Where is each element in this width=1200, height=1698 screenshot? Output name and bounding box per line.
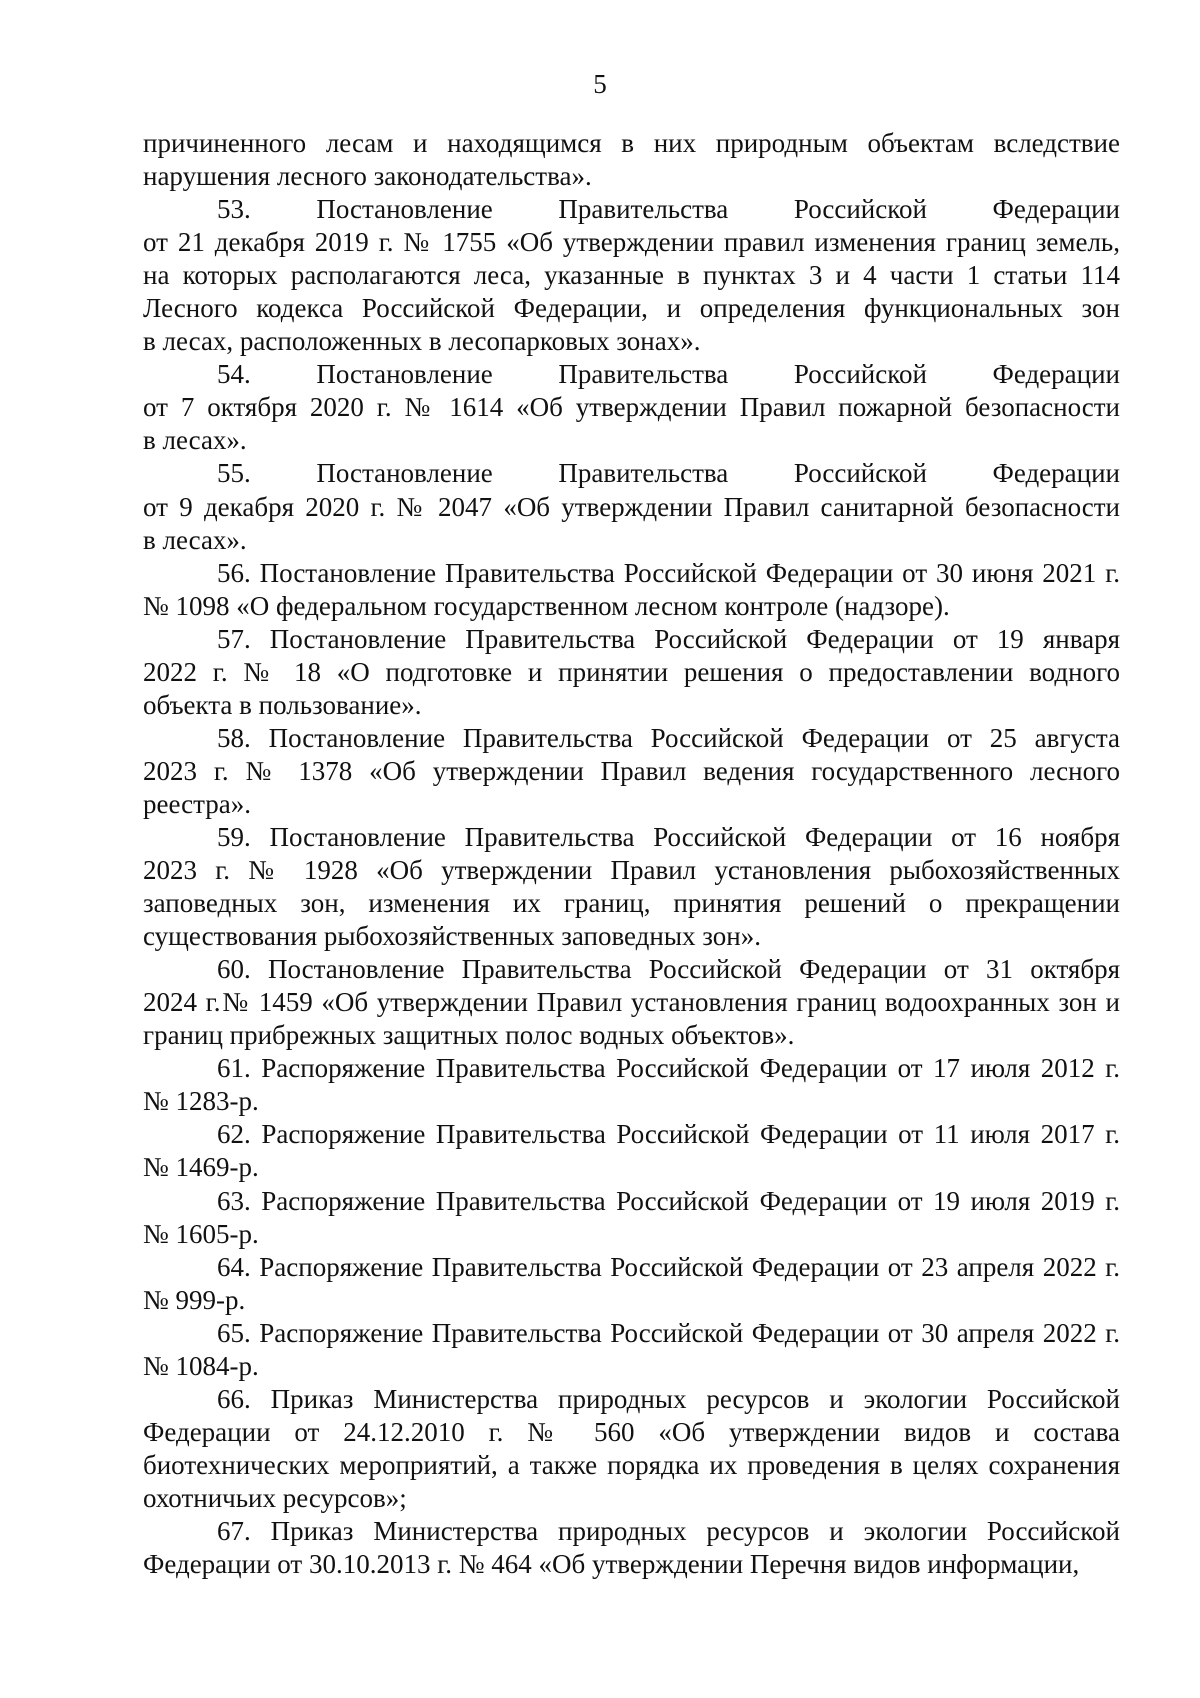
text-line: 2023 г. № 1928 «Об утверждении Правил установления рыбохозяйственных bbox=[143, 855, 1120, 886]
paragraph-p58 bbox=[143, 722, 1120, 821]
text-line: 63. Распоряжение Правительства Российской Федерации от 19 июля 2019 г. bbox=[217, 1185, 1120, 1216]
paragraph-p61 bbox=[143, 1052, 1120, 1118]
text-line: охотничьих ресурсов»; bbox=[143, 1482, 407, 1513]
text-line: реестра». bbox=[143, 788, 251, 819]
text-line: № 1084-р. bbox=[143, 1350, 259, 1381]
document-body bbox=[143, 127, 1120, 1581]
paragraph-p57 bbox=[143, 623, 1120, 722]
text-line: 2023 г. № 1378 «Об утверждении Правил ведения государственного лесного bbox=[143, 755, 1120, 786]
text-line: существования рыбохозяйственных заповедных зон». bbox=[143, 921, 761, 952]
text-line: от 21 декабря 2019 г. № 1755 «Об утверждении правил изменения границ земель, bbox=[143, 227, 1120, 258]
text-line: 56. Постановление Правительства Российской Федерации от 30 июня 2021 г. bbox=[217, 557, 1120, 588]
text-line: в лесах, расположенных в лесопарковых зонах». bbox=[143, 326, 701, 357]
text-line: 55. Постановление Правительства Российской Федерации bbox=[217, 458, 1120, 489]
text-line: 57. Постановление Правительства Российской Федерации от 19 января bbox=[217, 623, 1120, 654]
paragraph-p66 bbox=[143, 1383, 1120, 1515]
paragraph-p53 bbox=[143, 193, 1120, 358]
text-line: в лесах». bbox=[143, 425, 247, 456]
paragraph-p64 bbox=[143, 1251, 1120, 1317]
paragraph-p55 bbox=[143, 457, 1120, 556]
text-line: № 1469-р. bbox=[143, 1152, 259, 1183]
paragraph-p60 bbox=[143, 953, 1120, 1052]
text-line: нарушения лесного законодательства». bbox=[143, 161, 592, 192]
text-line: 54. Постановление Правительства Российской Федерации bbox=[217, 359, 1120, 390]
paragraph-p54 bbox=[143, 358, 1120, 457]
page-number: 5 bbox=[593, 69, 607, 99]
text-line: 2024 г.№ 1459 «Об утверждении Правил установления границ водоохранных зон и bbox=[143, 987, 1120, 1018]
text-line: от 7 октября 2020 г. № 1614 «Об утверждении Правил пожарной безопасности bbox=[143, 392, 1120, 423]
text-line: 53. Постановление Правительства Российской Федерации bbox=[217, 194, 1120, 225]
text-line: № 1098 «О федеральном государственном лесном контроле (надзоре). bbox=[143, 590, 950, 621]
text-line: 59. Постановление Правительства Российской Федерации от 16 ноября bbox=[217, 821, 1120, 852]
text-line: 61. Распоряжение Правительства Российской Федерации от 17 июля 2012 г. bbox=[217, 1053, 1120, 1084]
text-line: Федерации от 24.12.2010 г. № 560 «Об утверждении видов и состава bbox=[143, 1416, 1120, 1447]
text-line: 66. Приказ Министерства природных ресурсов и экологии Российской bbox=[217, 1383, 1120, 1414]
paragraph-p0 bbox=[143, 127, 1120, 193]
text-line: на которых располагаются леса, указанные в пунктах 3 и 4 части 1 статьи 114 bbox=[143, 260, 1120, 291]
text-line: границ прибрежных защитных полос водных объектов». bbox=[143, 1020, 795, 1051]
text-line: № 999-р. bbox=[143, 1284, 246, 1315]
paragraph-p65 bbox=[143, 1317, 1120, 1383]
paragraph-p63 bbox=[143, 1185, 1120, 1251]
text-line: Федерации от 30.10.2013 г. № 464 «Об утверждении Перечня видов информации, bbox=[143, 1549, 1080, 1580]
text-line: 2022 г. № 18 «О подготовке и принятии решения о предоставлении водного bbox=[143, 656, 1120, 687]
text-line: 62. Распоряжение Правительства Российской Федерации от 11 июля 2017 г. bbox=[217, 1119, 1120, 1150]
text-line: заповедных зон, изменения их границ, принятия решений о прекращении bbox=[143, 888, 1120, 919]
text-line: Лесного кодекса Российской Федерации, и определения функциональных зон bbox=[143, 293, 1120, 324]
paragraph-p59 bbox=[143, 821, 1120, 953]
text-line: № 1605-р. bbox=[143, 1218, 259, 1249]
text-line: от 9 декабря 2020 г. № 2047 «Об утверждении Правил санитарной безопасности bbox=[143, 491, 1120, 522]
text-line: 67. Приказ Министерства природных ресурсов и экологии Российской bbox=[217, 1515, 1120, 1546]
text-line: 65. Распоряжение Правительства Российской Федерации от 30 апреля 2022 г. bbox=[217, 1317, 1120, 1348]
text-line: 64. Распоряжение Правительства Российской Федерации от 23 апреля 2022 г. bbox=[217, 1251, 1120, 1282]
paragraph-p62 bbox=[143, 1118, 1120, 1184]
text-line: № 1283-р. bbox=[143, 1086, 259, 1117]
text-line: причиненного лесам и находящимся в них природным объектам вследствие bbox=[143, 128, 1120, 158]
text-line: объекта в пользование». bbox=[143, 689, 422, 720]
paragraph-p67 bbox=[143, 1515, 1120, 1581]
text-line: 60. Постановление Правительства Российской Федерации от 31 октября bbox=[217, 954, 1120, 985]
text-line: 58. Постановление Правительства Российской Федерации от 25 августа bbox=[217, 722, 1120, 753]
text-line: биотехнических мероприятий, а также порядка их проведения в целях сохранения bbox=[143, 1449, 1120, 1480]
text-line: в лесах». bbox=[143, 524, 247, 555]
paragraph-p56 bbox=[143, 557, 1120, 623]
